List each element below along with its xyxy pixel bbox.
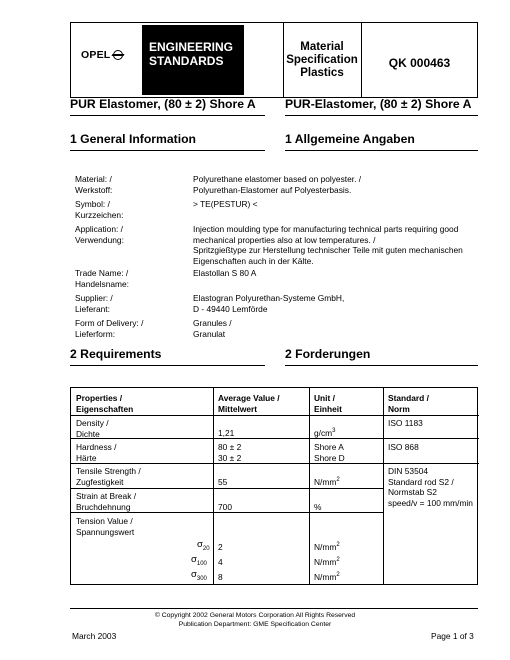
doc-number: QK 000463 [388,56,451,70]
application-value: Injection moulding type for manufacturing technical parts requiring good mechanical properties also at low temperatures. / Spritzgießtype zur Herstellung technischer Teile mit guten mechanischen Eigenschaften auch in der Kälte. [193,224,463,266]
col-header-properties: Properties / Eigenschaften [76,393,134,414]
supplier-value: Elastogran Polyurethan-Systeme GmbH, D - 49440 Lemförde [193,293,345,314]
title-rule-left [70,115,265,116]
opel-blitz-icon [113,50,123,60]
application-label: Application: / Verwendung: [75,224,124,245]
symbol-value: > TE(PESTUR) < [193,199,258,209]
symbol-label: Symbol: / Kurzzeichen: [75,199,124,220]
publication-department: Publication Department: GME Specification Center [178,621,332,628]
row-density-unit: $g/cm^3$ [314,427,336,438]
footer-rule [70,608,478,609]
row-tensile-unit: $N/mm^2$ [314,476,340,487]
sigma-100-label: $\sigma_{100}$ [191,554,207,567]
title-rule-right [285,115,478,116]
sigma-300-value: 8 [218,572,223,582]
row-strain-value: 700 [218,502,232,512]
opel-logo: OPEL [81,49,123,61]
row-tensile-value: 55 [218,477,228,487]
sigma-20-unit: $N/mm^2$ [314,541,340,552]
row-hardness-value: 80 ± 2 30 ± 2 [218,442,242,463]
section1-heading-en: 1 General Information [70,132,196,146]
row-tension-property: Tension Value / Spannungswert [76,516,135,537]
material-value: Polyurethane elastomer based on polyester. / Polyurethan-Elastomer auf Polyesterbasis. [193,174,362,195]
delivery-label: Form of Delivery: / Lieferform: [75,318,144,339]
document-header [70,22,478,98]
sigma-100-value: 4 [218,557,223,567]
row-strain-unit: % [314,502,322,512]
trade-name-label: Trade Name: / Handelsname: [75,268,130,289]
sigma-300-unit: $N/mm^2$ [314,571,340,582]
sigma-20-value: 2 [218,542,223,552]
supplier-label: Supplier: / Lieferant: [75,293,113,314]
sigma-300-label: $\sigma_{300}$ [191,569,207,582]
row-hardness-unit: Shore A Shore D [314,442,345,463]
spec-type-label: Material Specification Plastics [286,40,358,79]
trade-name-value: Elastollan S 80 A [193,268,257,278]
tensile-strain-standard: DIN 53504 Standard rod S2 / Normstab S2 speed/v = 100 mm/min [388,466,473,508]
col-header-unit: Unit / Einheit [314,393,342,414]
section2-heading-de: 2 Forderungen [285,347,371,361]
row-density-standard: ISO 1183 [388,418,423,428]
col-header-average: Average Value / Mittelwert [218,393,280,414]
sigma-20-label: $\sigma_{20}$ [197,539,210,552]
title-english: PUR Elastomer, (80 ± 2) Shore A [70,97,256,111]
copyright: © Copyright 2002 General Motors Corporation All Rights Reserved [154,612,356,619]
row-tensile-property: Tensile Strength / Zugfestigkeit [76,466,141,487]
row-density-property: Density / Dichte [76,418,109,439]
section1-heading-de: 1 Allgemeine Angaben [285,132,415,146]
material-label: Material: / Werkstoff: [75,174,113,195]
issue-date: March 2003 [72,631,117,641]
engineering-standards-label: ENGINEERING STANDARDS [142,25,244,95]
col-header-standard: Standard / Norm [388,393,429,414]
delivery-value: Granules / Granulat [193,318,232,339]
page-number: Page 1 of 3 [431,631,474,641]
sigma-100-unit: $N/mm^2$ [314,556,340,567]
row-density-value: 1,21 [218,428,235,438]
row-hardness-property: Hardness / Härte [76,442,117,463]
section2-heading-en: 2 Requirements [70,347,162,361]
row-strain-property: Strain at Break / Bruchdehnung [76,491,137,512]
title-german: PUR-Elastomer, (80 ± 2) Shore A [285,97,472,111]
row-hardness-standard: ISO 868 [388,442,419,452]
requirements-table [70,387,478,585]
